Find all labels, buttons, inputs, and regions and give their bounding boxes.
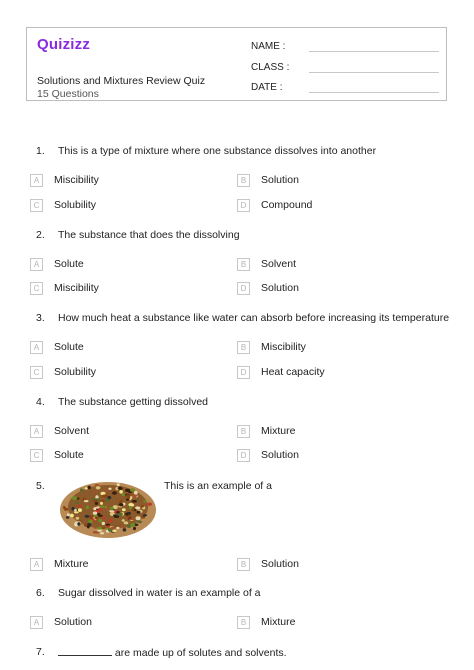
question-number: 3. [36, 312, 45, 324]
quiz-title: Solutions and Mixtures Review Quiz [37, 75, 206, 87]
bean [114, 515, 119, 518]
bean [88, 520, 93, 524]
bean [92, 491, 95, 493]
bean [108, 529, 113, 532]
option-text: Solute [54, 258, 84, 270]
bean [88, 486, 91, 490]
bean [141, 505, 144, 507]
bean [130, 488, 135, 492]
question-number: 5. [36, 480, 45, 492]
bean [125, 489, 130, 492]
bean [70, 514, 74, 518]
bean [126, 494, 131, 497]
option-letter-box: C [30, 282, 43, 295]
bean [98, 507, 102, 510]
question-text: are made up of solutes and solvents. [114, 647, 287, 659]
bean [102, 527, 105, 529]
question-text: This is an example of a [164, 480, 272, 492]
bean [129, 518, 134, 520]
bean [122, 519, 125, 522]
bean [96, 486, 101, 489]
bean [98, 519, 102, 522]
question-text: The substance getting dissolved [58, 396, 209, 408]
option-letter-box: B [237, 174, 250, 187]
option-letter-box: B [237, 616, 250, 629]
bean [86, 506, 89, 510]
bean [63, 506, 66, 509]
bean [97, 527, 101, 530]
option-text: Mixture [261, 425, 296, 437]
bean [122, 493, 126, 496]
question-number: 1. [36, 145, 45, 157]
bean [102, 517, 105, 520]
option-text: Solution [261, 282, 299, 294]
option-text: Solution [261, 558, 299, 570]
option-letter-box: B [237, 425, 250, 438]
question-text: This is a type of mixture where one substance dissolves into another [58, 145, 377, 157]
mixed-beans-image [58, 474, 158, 540]
bean [105, 489, 109, 492]
bean [100, 532, 104, 534]
bean [122, 508, 126, 511]
bean [80, 488, 83, 491]
option-letter-box: A [30, 425, 43, 438]
question-number: 2. [36, 229, 45, 241]
bean [93, 512, 97, 515]
bean [116, 527, 119, 530]
question-text: The substance that does the dissolving [58, 229, 240, 241]
bean [78, 504, 81, 508]
option-text: Solvent [54, 425, 90, 437]
bean [89, 515, 93, 519]
option-text: Solution [261, 174, 299, 186]
bean [77, 522, 80, 526]
option-letter-box: A [30, 616, 43, 629]
bean [134, 491, 138, 495]
option-text: Solution [261, 449, 299, 461]
date-line [309, 92, 439, 93]
bean [129, 506, 132, 510]
class-label: CLASS : [251, 62, 290, 73]
bean [109, 510, 114, 512]
bean [87, 525, 90, 529]
option-text: Solubility [54, 199, 97, 211]
bean [71, 507, 74, 511]
worksheet-header [26, 27, 447, 101]
bean [109, 519, 113, 523]
option-letter-box: B [237, 341, 250, 354]
bean [123, 528, 127, 531]
option-letter-box: D [237, 199, 250, 212]
option-letter-box: A [30, 558, 43, 571]
bean [95, 516, 99, 519]
bean [119, 500, 122, 504]
bean [137, 511, 141, 514]
class-line [309, 72, 439, 73]
name-line [309, 51, 439, 52]
option-text: Miscibility [261, 341, 306, 353]
bean [93, 500, 98, 502]
quizizz-logo: Quizizz [37, 36, 91, 53]
bean [112, 491, 117, 495]
bean [104, 506, 107, 508]
question-text: How much heat a substance like water can absorb before increasing its temperature [58, 312, 450, 324]
option-letter-box: C [30, 449, 43, 462]
bean [98, 515, 103, 517]
bean [100, 502, 103, 505]
question-number: 7. [36, 646, 45, 658]
question-number: 6. [36, 587, 45, 599]
bean [117, 483, 120, 486]
option-letter-box: A [30, 174, 43, 187]
bean [94, 526, 97, 529]
bean [136, 516, 141, 520]
bean [135, 506, 140, 509]
question-count: 15 Questions [37, 88, 99, 100]
bean [131, 525, 135, 527]
question-text-row [58, 646, 287, 659]
bean [76, 517, 80, 520]
bean [102, 522, 105, 525]
option-text: Solvent [261, 258, 297, 270]
bean [102, 495, 108, 498]
bean [118, 487, 123, 490]
bean [127, 525, 132, 528]
bean [124, 521, 129, 524]
bean [133, 527, 136, 531]
option-letter-box: A [30, 258, 43, 271]
option-text: Mixture [54, 558, 89, 570]
bean [144, 503, 149, 505]
bean [105, 528, 108, 530]
bean [107, 525, 110, 527]
name-label: NAME : [251, 41, 286, 52]
bean [108, 488, 111, 490]
bean [116, 511, 119, 514]
bean [143, 514, 147, 516]
option-text: Heat capacity [261, 366, 325, 378]
bean [72, 496, 78, 500]
option-text: Mixture [261, 616, 296, 628]
bean [67, 513, 70, 516]
bean [85, 487, 88, 489]
option-letter-box: B [237, 258, 250, 271]
option-text: Solute [54, 449, 84, 461]
option-text: Miscibility [54, 282, 99, 294]
bean [84, 500, 89, 502]
bean [119, 503, 124, 506]
bean [119, 490, 123, 494]
bean [128, 503, 133, 506]
option-text: Solute [54, 341, 84, 353]
bean [75, 501, 78, 504]
option-letter-box: D [237, 282, 250, 295]
option-letter-box: D [237, 449, 250, 462]
bean [74, 511, 79, 513]
option-letter-box: D [237, 366, 250, 379]
option-text: Solution [54, 616, 92, 628]
bean [94, 531, 99, 533]
bean [100, 505, 105, 507]
bean [110, 507, 114, 510]
option-text: Solubility [54, 366, 97, 378]
bean [95, 502, 99, 505]
option-text: Compound [261, 199, 313, 211]
date-field[interactable] [251, 82, 282, 93]
bean [132, 500, 137, 503]
question-text: Sugar dissolved in water is an example of a [58, 587, 261, 599]
bean [85, 515, 90, 518]
option-letter-box: C [30, 199, 43, 212]
class-field[interactable] [251, 62, 289, 73]
name-field[interactable] [251, 41, 285, 52]
question-number: 4. [36, 396, 45, 408]
bean [143, 500, 147, 502]
date-label: DATE : [251, 82, 283, 93]
bean [125, 513, 128, 516]
option-letter-box: B [237, 558, 250, 571]
answer-blank[interactable] [58, 646, 112, 656]
option-text: Miscibility [54, 174, 99, 186]
bean [97, 530, 102, 532]
bean [78, 508, 82, 512]
option-letter-box: A [30, 341, 43, 354]
bean [66, 516, 69, 519]
bean [137, 521, 142, 524]
bean [107, 496, 111, 499]
option-letter-box: C [30, 366, 43, 379]
